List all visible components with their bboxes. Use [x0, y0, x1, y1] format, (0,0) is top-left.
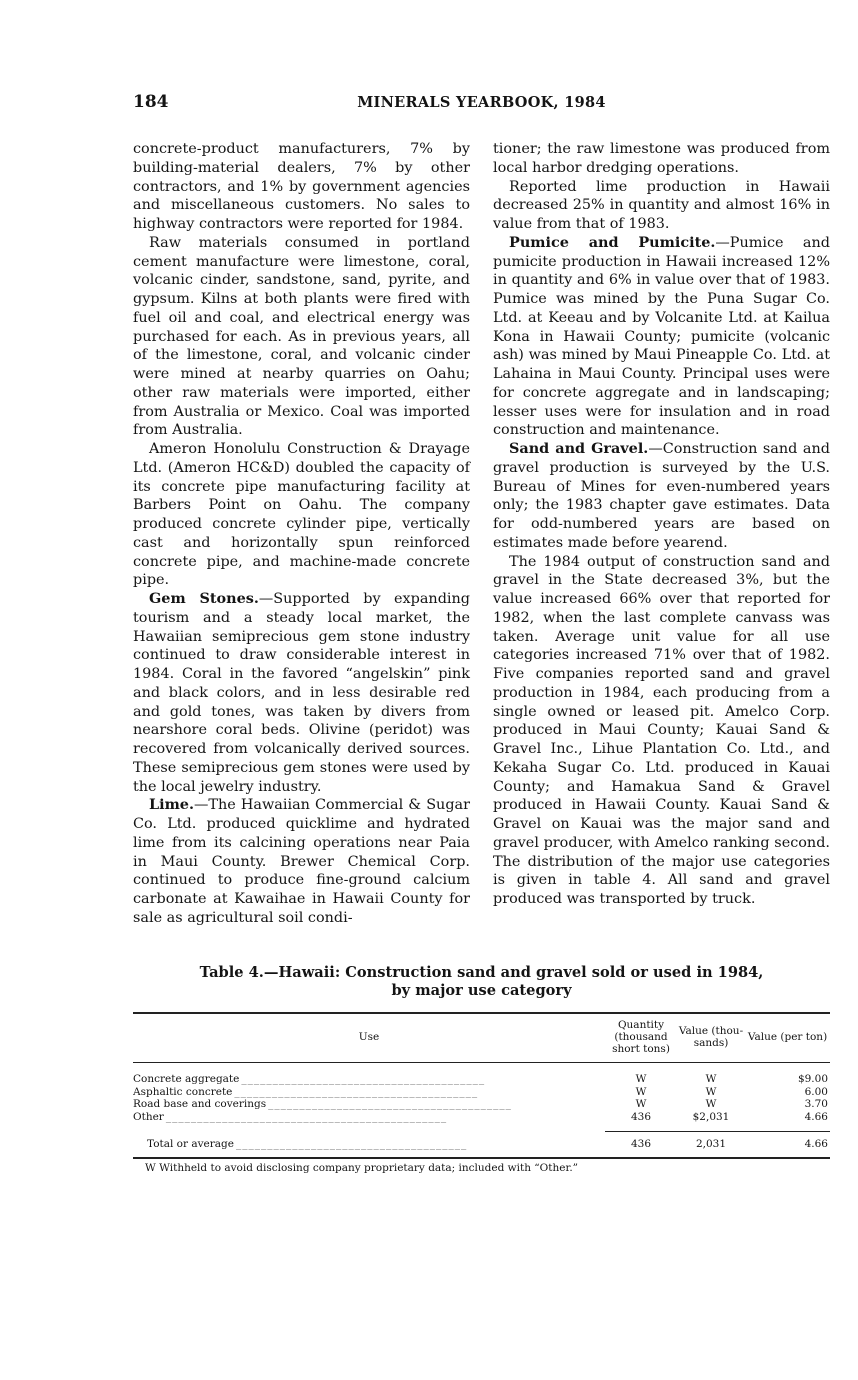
- header-use: Use: [358, 1031, 380, 1043]
- total-unit-value: 4.66: [745, 1132, 830, 1158]
- table-title-line: Table 4.—Hawaii: Construction sand and gravel sold or used in 1984,: [199, 964, 764, 981]
- row-value: W: [705, 1085, 717, 1098]
- right-column: [493, 140, 830, 909]
- row-value: $2,031: [692, 1110, 730, 1123]
- table-title: [133, 964, 830, 1000]
- paragraph: Raw materials consumed in portland cement manufacture were limestone, coral, volcanic cinder, sandstone, sand, pyrite, and gypsum. Kilns at both plants were fired with fuel oil and coal, and electrical energy was purchased for each. As in previous years, all of the limestone, coral, and volcanic cinder were mined at nearby quarries on Oahu; other raw materials were imported, either from Australia or Mexico. Coal was imported from Australia.: [133, 234, 470, 439]
- section-heading: Sand and Gravel.: [509, 440, 649, 457]
- row-quantity: W: [635, 1073, 647, 1086]
- paragraph: Reported lime production in Hawaii decreased 25% in quantity and almost 16% in value from that of 1983.: [493, 178, 830, 232]
- row-unit-value: 6.00: [804, 1085, 828, 1098]
- table-row: [133, 1086, 830, 1099]
- paragraph: [493, 234, 830, 440]
- paragraph-text: —Supported by expanding tourism and a steady local market, the Hawaiian semiprecious gem stone industry continued to draw considerable interest in 1984. Coral in the favored “angelskin” pink and black colors, and in less desirable red and gold tones, was taken by divers from nearshore coral beds. Olivine (peridot) was recovered from volcanically derived sources. These semiprecious gem stones were used by the local jewelry industry.: [133, 591, 470, 795]
- left-column: [133, 140, 470, 928]
- section-heading: Lime.: [149, 796, 194, 814]
- table-row: [133, 1098, 830, 1111]
- paragraph: tioner; the raw limestone was produced from local harbor dredging operations.: [493, 141, 830, 176]
- total-value: 2,031: [677, 1132, 745, 1158]
- header-unit-value: Value (per ton): [747, 1031, 828, 1043]
- page-number: 184: [133, 92, 169, 112]
- row-use: Concrete aggregate _______________________________________: [133, 1073, 486, 1086]
- total-use: Total or average _____________________________________: [147, 1138, 468, 1150]
- row-unit-value: $9.00: [797, 1073, 828, 1086]
- row-quantity: W: [635, 1085, 647, 1098]
- paragraph-text: —Construction sand and gravel production is surveyed by the U.S. Bureau of Mines for even-numbered years only; the 1983 chapter gave estimates. Data for odd-numbered years are based on estimates made before yearend.: [493, 441, 830, 551]
- row-value: W: [705, 1073, 717, 1086]
- paragraph-text: —The Hawaiian Commercial & Sugar Co. Ltd. produced quicklime and hydrated lime from its calcining operations near Paia in Maui County. Brewer Chemical Corp. continued to produce fine-ground calcium carbonate at Kawaihae in Hawaii County for sale as agricultural soil condi-: [133, 797, 470, 926]
- sand-gravel-table: [133, 1012, 830, 1159]
- paragraph: Ameron Honolulu Construction & Drayage Ltd. (Ameron HC&D) doubled the capacity of its concrete pipe manufacturing facility at Barbers Point on Oahu. The company produced concrete cylinder pipe, vertically cast and horizontally spun reinforced concrete pipe, and machine-made concrete pipe.: [133, 441, 470, 589]
- page-header: [133, 92, 830, 114]
- row-value: W: [705, 1098, 717, 1111]
- table-row: [133, 1111, 830, 1132]
- row-use: Road base and coverings _______________________________________: [133, 1098, 512, 1111]
- row-unit-value: 3.70: [804, 1098, 828, 1111]
- paragraph-text: —Pumice and pumicite production in Hawaii increased 12% in quantity and 6% in value over that of 1983. Pumice was mined by the Puna Sugar Co. Ltd. at Keeau and by Volcanite Ltd. at Kailua Kona in Hawaii County; pumicite (volcanic ash) was mined by Maui Pineapple Co. Ltd. at Lahaina in Maui County. Principal uses were for concrete aggregate and in landscaping; lesser uses were for insulation and in road construction and maintenance.: [493, 234, 830, 439]
- table-footnote: W Withheld to avoid disclosing company proprietary data; included with “Other.”: [145, 1162, 579, 1174]
- running-title: MINERALS YEARBOOK, 1984: [357, 94, 606, 111]
- row-use: Other _____________________________________________: [133, 1111, 448, 1123]
- table-header-row: [133, 1013, 830, 1063]
- header-quantity: Quantity (thousand short tons): [612, 1019, 670, 1055]
- row-unit-value: 4.66: [804, 1110, 828, 1123]
- paragraph: [133, 796, 470, 927]
- row-quantity: 436: [630, 1110, 652, 1123]
- table-total-row: [133, 1132, 830, 1158]
- paragraph: [493, 440, 830, 553]
- paragraph: [133, 590, 470, 796]
- row-use: Asphaltic concrete _______________________________________: [133, 1085, 479, 1098]
- header-value: Value (thou- sands): [678, 1025, 744, 1049]
- row-quantity: W: [635, 1098, 647, 1111]
- section-heading: Pumice and Pumicite.: [509, 233, 716, 251]
- total-quantity: 436: [605, 1132, 677, 1158]
- section-heading: Gem Stones.: [149, 590, 259, 607]
- paragraph: concrete-product manufacturers, 7% by building-material dealers, 7% by other contractors, and 1% by government agencies and miscellaneous customers. No sales to highway contractors were reported for 1984.: [133, 141, 470, 232]
- table-title-line: by major use category: [391, 982, 572, 999]
- table-row: [133, 1063, 830, 1086]
- paragraph: The 1984 output of construction sand and gravel in the State decreased 3%, but the value increased 66% over that reported for 1982, when the last complete canvass was taken. Average unit value for all use categories increased 71% over that of 1982. Five companies reported sand and gravel production in 1984, each producing from a single owned or leased pit. Amelco Corp. produced in Maui County; Kauai Sand & Gravel Inc., Lihue Plantation Co. Ltd., and Kekaha Sugar Co. Ltd. produced in Kauai County; and Hamakua Sand & Gravel produced in Hawaii County. Kauai Sand & Gravel on Kauai was the major sand and gravel producer, with Amelco ranking second. The distribution of the major use categories is given in table 4. All sand and gravel produced was transported by truck.: [493, 553, 830, 907]
